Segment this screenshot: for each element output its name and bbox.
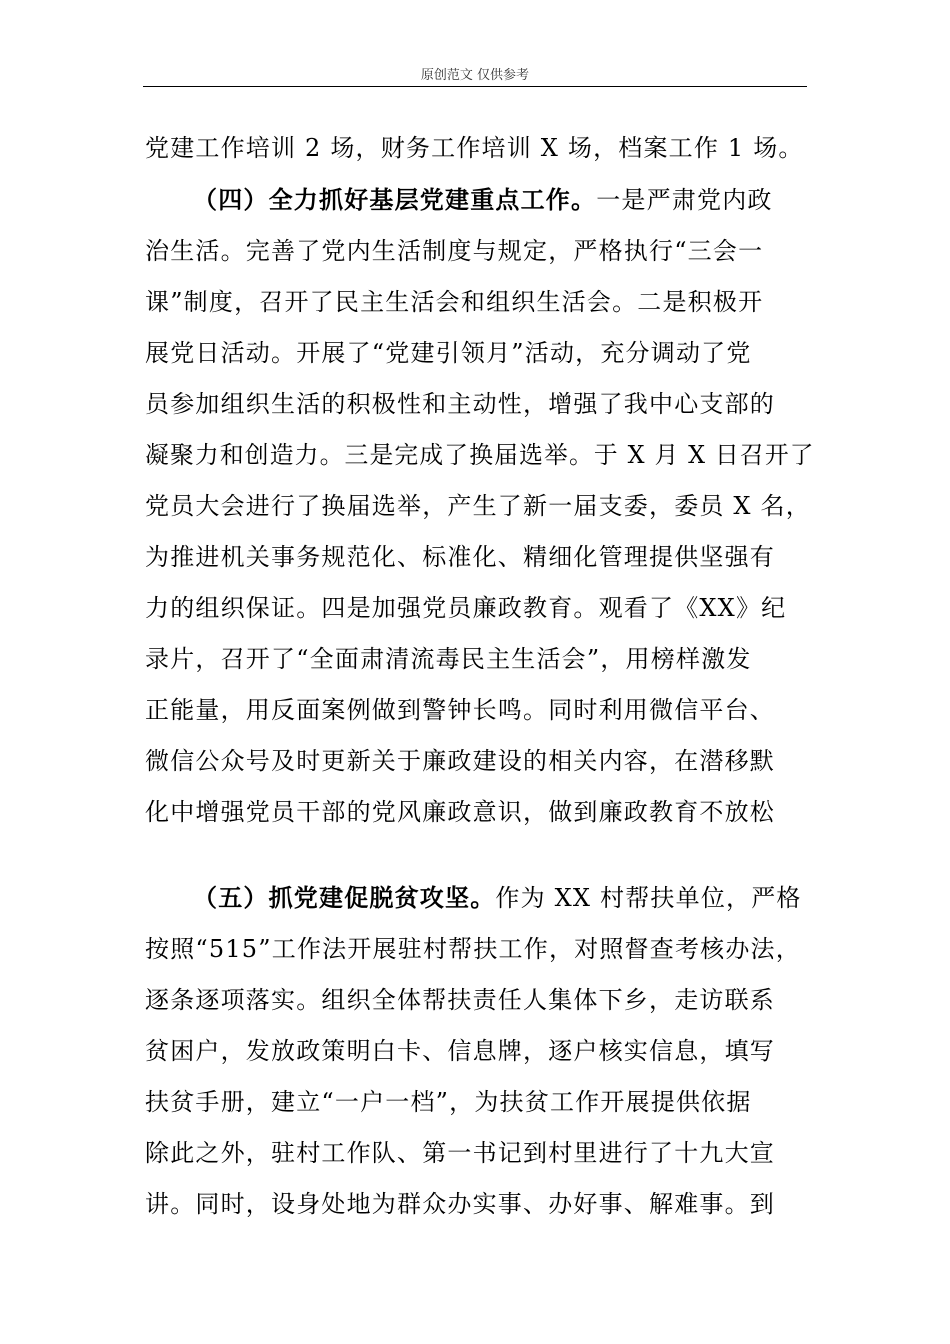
text-line: 按照“515”工作法开展驻村帮扶工作，对照督查考核办法， xyxy=(145,935,801,963)
text-line-rest: 一是严肃党内政 xyxy=(596,186,773,214)
text-line: 为推进机关事务规范化、标准化、精细化管理提供坚强有 xyxy=(145,543,775,571)
text-line: 力的组织保证。四是加强党员廉政教育。观看了《XX》纪 xyxy=(145,594,787,622)
text-line: 扶贫手册，建立“一户一档”，为扶贫工作开展提供依据 xyxy=(145,1088,752,1116)
text-line: 治生活。完善了党内生活制度与规定，严格执行“三会一 xyxy=(145,237,764,265)
text-line: 除此之外，驻村工作队、第一书记到村里进行了十九大宣 xyxy=(145,1139,775,1167)
text-line: 逐条逐项落实。组织全体帮扶责任人集体下乡，走访联系 xyxy=(145,986,775,1014)
text-line xyxy=(193,182,815,218)
text-line: 员参加组织生活的积极性和主动性，增强了我中心支部的 xyxy=(145,390,775,418)
text-line: 贫困户，发放政策明白卡、信息牌，逐户核实信息，填写 xyxy=(145,1037,775,1065)
text-line: 展党日活动。开展了“党建引领月”活动，充分调动了党 xyxy=(145,339,752,367)
text-line: 凝聚力和创造力。三是完成了换届选举。于 X 月 X 日召开了 xyxy=(145,441,815,469)
text-line: 党建工作培训 2 场，财务工作培训 X 场，档案工作 1 场。 xyxy=(145,134,804,162)
section-heading-5: （五）抓党建促脱贫攻坚。 xyxy=(193,883,496,912)
text-line-rest: 作为 XX 村帮扶单位，严格 xyxy=(495,884,802,912)
text-line: 录片，召开了“全面肃清流毒民主生活会”，用榜样激发 xyxy=(145,645,752,673)
page-header: 原创范文 仅供参考 xyxy=(420,68,530,83)
text-line: 讲。同时，设身处地为群众办实事、办好事、解难事。到 xyxy=(145,1190,775,1218)
text-line: 化中增强党员干部的党风廉政意识，做到廉政教育不放松 xyxy=(145,798,775,826)
text-line xyxy=(193,880,815,916)
header-rule xyxy=(143,86,807,87)
text-line: 正能量，用反面案例做到警钟长鸣。同时利用微信平台、 xyxy=(145,696,775,724)
text-line: 微信公众号及时更新关于廉政建设的相关内容，在潜移默 xyxy=(145,747,775,775)
text-line: 课”制度，召开了民主生活会和组织生活会。二是积极开 xyxy=(145,288,764,316)
section-heading-4: （四）全力抓好基层党建重点工作。 xyxy=(193,185,597,214)
text-line: 党员大会进行了换届选举，产生了新一届支委，委员 X 名， xyxy=(145,492,811,520)
